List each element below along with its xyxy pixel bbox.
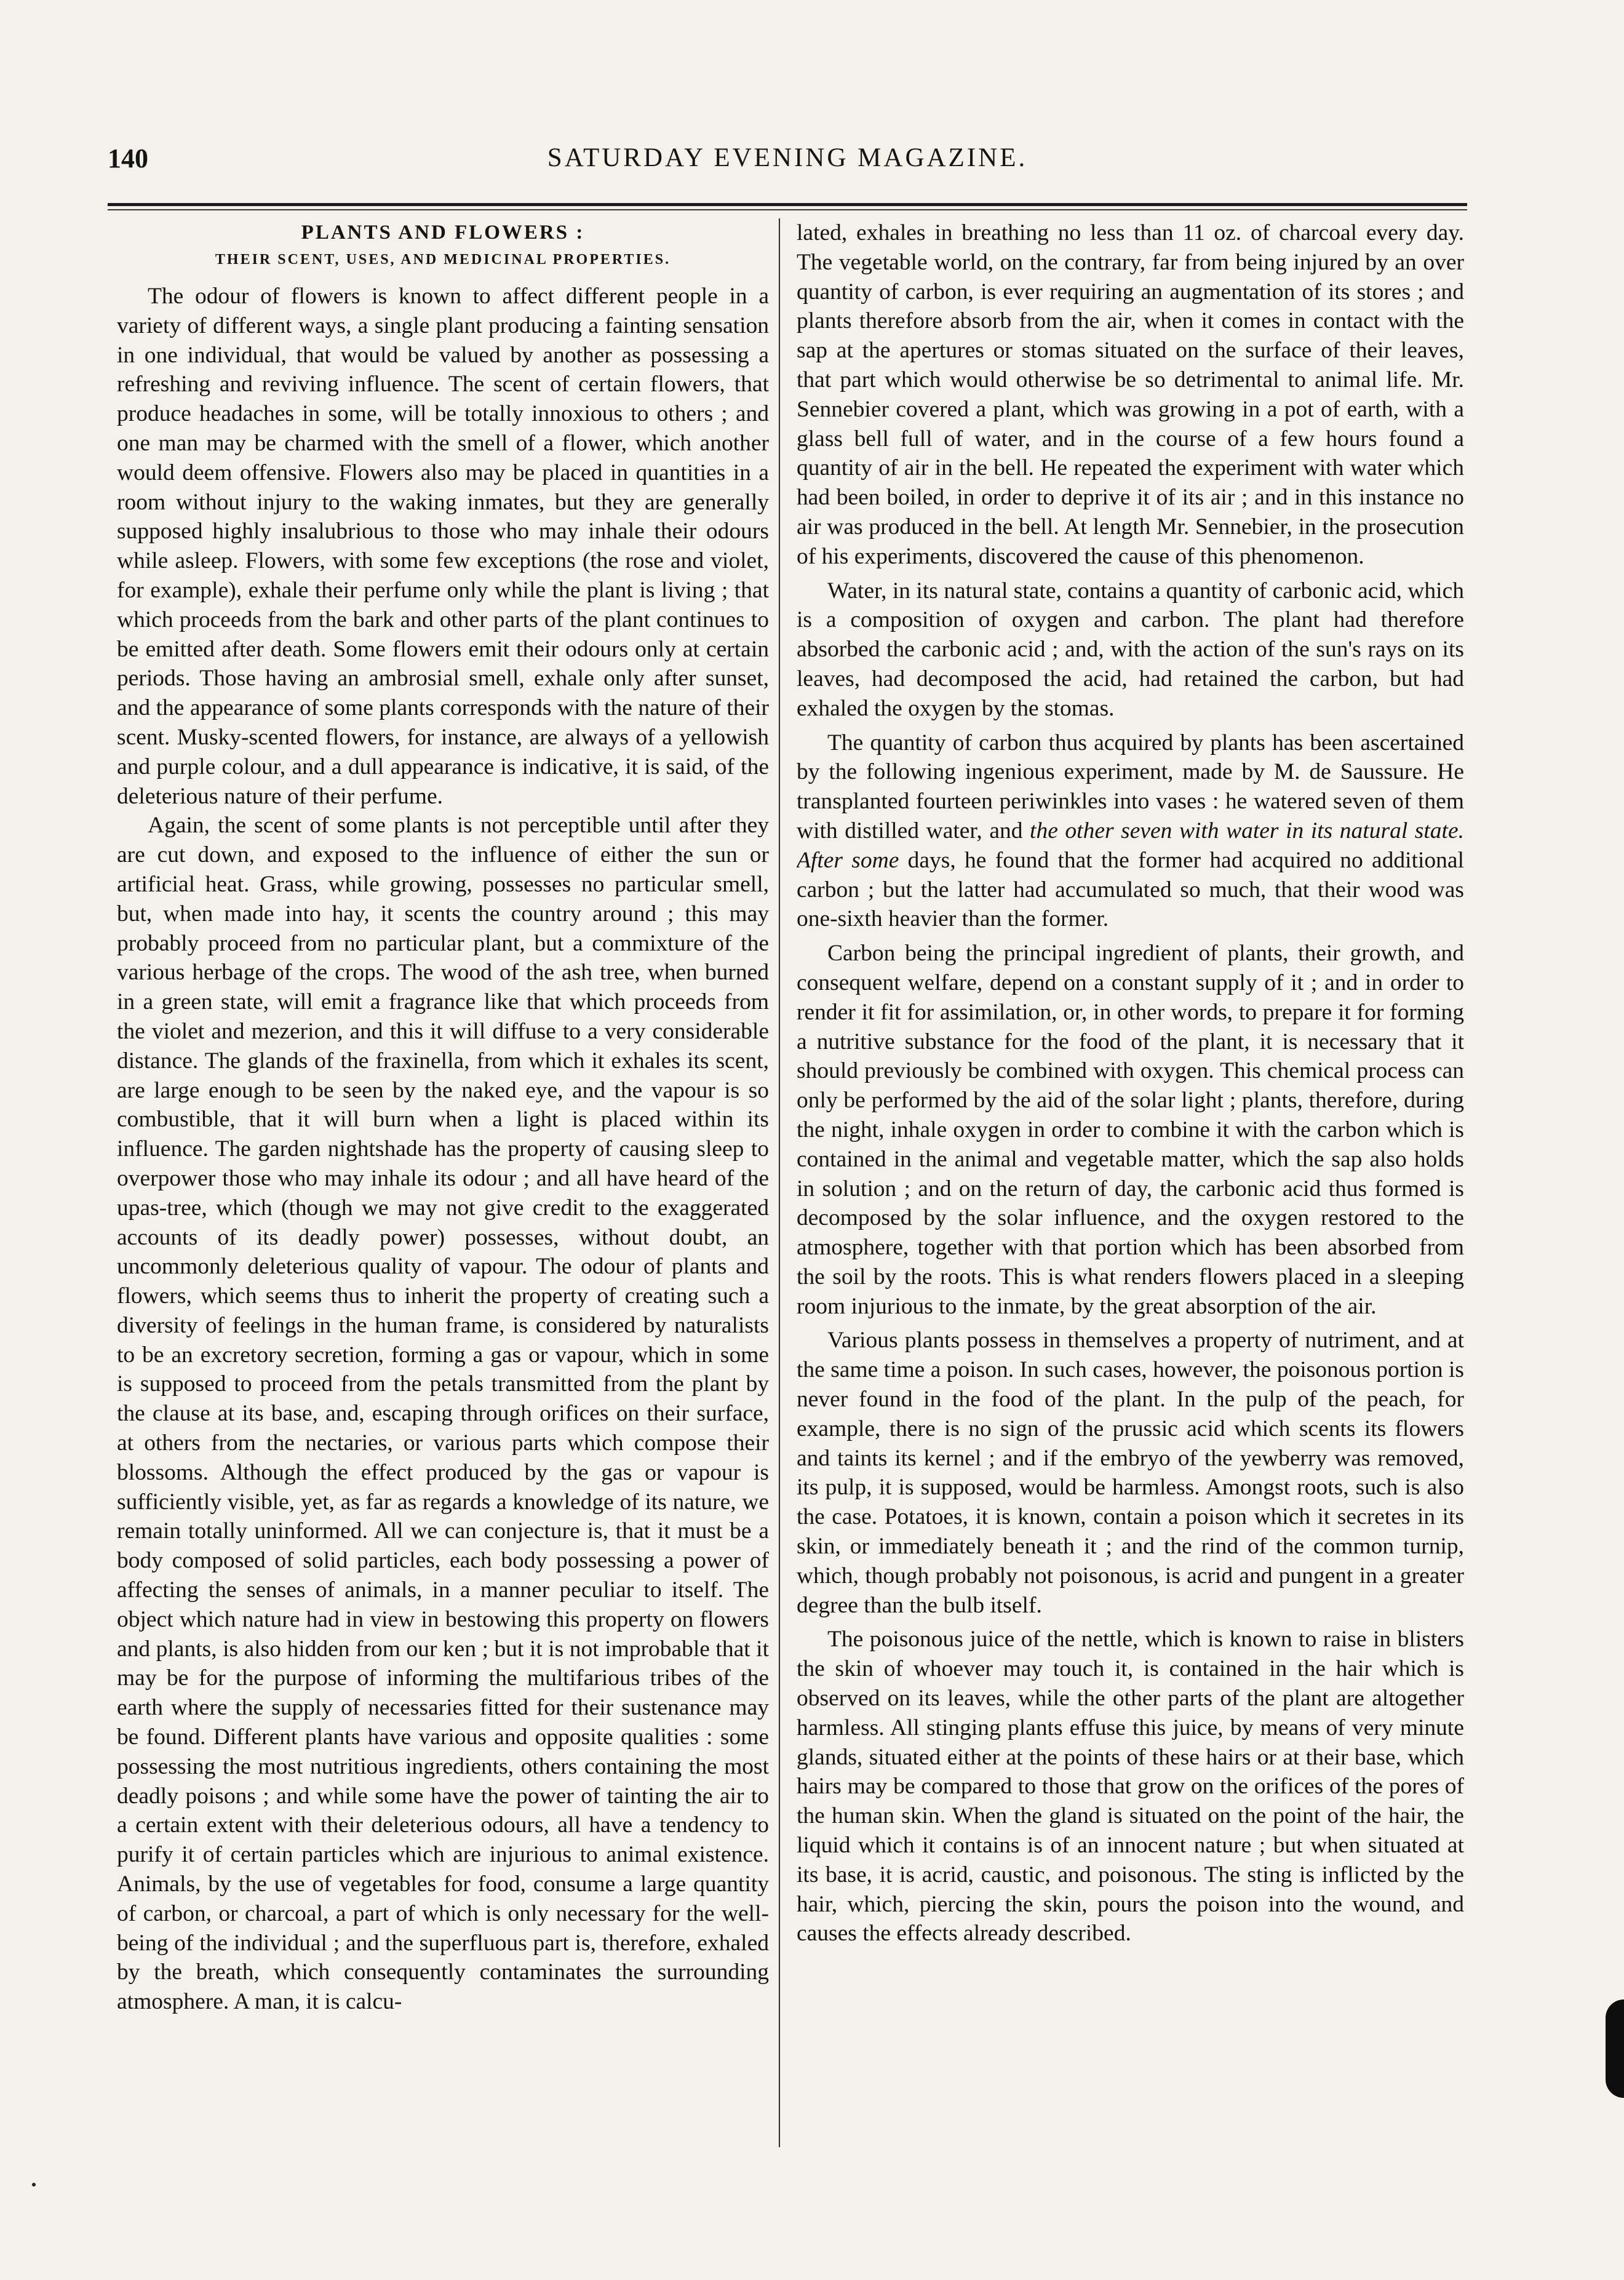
page-number: 140 <box>108 143 148 173</box>
left-column <box>117 218 769 2199</box>
paragraph-text: days, he found that the former had acquired no additional carbon ; but the latter had accumulated so much, that their wood was one-sixth heavier than the former. <box>797 847 1464 932</box>
page-header <box>108 143 1467 186</box>
paragraph: Water, in its natural state, contains a quantity of carbonic acid, which is a composition of oxygen and carbon. The plant had therefore absorbed the carbonic acid ; and, with the action of the sun's rays on its leaves, had decomposed the acid, had retained the carbon, but had exhaled the oxygen by the stomas. <box>797 578 1464 721</box>
paragraph: Various plants possess in themselves a property of nutriment, and at the same time a poison. In such cases, however, the poisonous portion is never found in the food of the plant. In the pulp of the peach, for example, there is no sign of the prussic acid which scents its flowers and taints its kernel ; and if the embryo of the yewberry was removed, its pulp, it is supposed, would be harmless. Amongst roots, such is also the case. Potatoes, it is known, contain a poison which it secretes in its skin, or immediately beneath it ; and the rind of the common turnip, which, though probably not poisonous, is acrid and pungent in a greater degree than the bulb itself. <box>797 1328 1464 1618</box>
paragraph: The odour of flowers is known to affect different people in a variety of different ways, a single plant producing a fainting sensation in one individual, that would be valued by another as possessing a refreshing and reviving influence. The scent of certain flowers, that produce headaches in some, will be totally innoxious to others ; and one man may be charmed with the smell of a flower, which another would deem offensive. Flowers also may be placed in quantities in a room without injury to the waking inmates, but they are generally supposed highly insalubrious to those who may inhale their odours while asleep. Flowers, with some few exceptions (the rose and violet, for example), exhale their perfume only while the plant is living ; that which proceeds from the bark and other parts of the plant continues to be emitted after death. Some flowers emit their odours only at certain periods. Those having an ambrosial smell, exhale only after sunset, and the appearance of some plants corresponds with the nature of their scent. Musky-scented flowers, for instance, are always of a yellowish and purple colour, and a dull appearance is indicative, it is said, of the deleterious nature of their perfume. <box>117 284 769 809</box>
header-rule <box>108 203 1467 206</box>
paragraph <box>797 728 1464 935</box>
article-title: PLANTS AND FLOWERS : <box>301 221 585 244</box>
header-rule-thin <box>108 209 1467 210</box>
running-title: SATURDAY EVENING MAGAZINE. <box>547 143 1028 172</box>
paragraph: lated, exhales in breathing no less than 11 oz. of charcoal every day. The vegetable world, on the contrary, far from being injured by an over quantity of carbon, is ever requiring an augmentation of its stores ; and plants therefore absorb from the air, when it comes in contact with the sap at the apertures or stomas situated on the surface of their leaves, that part which would otherwise be so detrimental to animal life. Mr. Sennebier covered a plant, which was growing in a pot of earth, with a glass bell full of water, and in the course of a few hours found a quantity of air in the bell. He repeated the experiment with water which had been boiled, in order to deprive it of its air ; and in this instance no air was produced in the bell. At length Mr. Sennebier, in the prosecution of his experiments, discovered the cause of this phenomenon. <box>797 220 1464 569</box>
paragraph: Carbon being the principal ingredient of plants, their growth, and consequent welfare, depend on a constant supply of it ; and in order to render it fit for assimilation, or, in other words, to prepare it for forming a nutritive substance for the food of the plant, it is necessary that it should previously be combined with oxygen. This chemical process can only be performed by the aid of the solar light ; plants, therefore, during the night, inhale oxygen in order to combine it with the carbon which is contained in the animal and vegetable matter, which the sap also holds in solution ; and on the return of day, the carbonic acid thus formed is decomposed by the solar influence, and the oxygen restored to the atmosphere, together with that portion which has been absorbed from the soil by the roots. This is what renders flowers placed in a sleeping room injurious to the inmate, by the great absorption of the air. <box>797 941 1464 1319</box>
paragraph-text: The quantity of carbon thus acquired by plants has been ascertained by the following ingenious experiment, made by M. de Saussure. He transplanted fourteen periwinkles into vases : he watered seven of them with distilled water, and <box>797 730 1464 843</box>
article-subtitle: THEIR SCENT, USES, AND MEDICINAL PROPERTIES. <box>215 252 671 268</box>
paragraph: The poisonous juice of the nettle, which is known to raise in blisters the skin of whoever may touch it, is contained in the hair which is observed on its leaves, while the other parts of the plant are altogether harmless. All stinging plants effuse this juice, by means of very minute glands, situated either at the points of these hairs or at their base, which hairs may be compared to those that grow on the orifices of the pores of the human skin. When the gland is situated on the point of the hair, the liquid which it contains is of an innocent nature ; but when situated at its base, it is acrid, caustic, and poisonous. The sting is inflicted by the hair, which, piercing the skin, pours the poison into the wound, and causes the effects already described. <box>797 1627 1464 1947</box>
paragraph: Again, the scent of some plants is not perceptible until after they are cut down, and exposed to the influence of either the sun or artificial heat. Grass, while growing, possesses no particular smell, but, when made into hay, it scents the country around ; this may probably proceed from no particular plant, but a commixture of the various herbage of the crops. The wood of the ash tree, when burned in a green state, will emit a fragrance like that which proceeds from the violet and mezerion, and this it will diffuse to a very considerable distance. The glands of the fraxinella, from which it exhales its scent, are large enough to be seen by the naked eye, and the vapour is so combustible, that it will burn when a light is placed within its influence. The garden nightshade has the property of causing sleep to overpower those who may inhale its odour ; and all have heard of the upas-tree, which (though we may not give credit to the exaggerated accounts of its deadly power) possesses, without doubt, an uncommonly deleterious quality of vapour. The odour of plants and flowers, which seems thus to inherit the property of creating such a diversity of feelings in the human frame, is considered by naturalists to be an excretory secretion, forming a gas or vapour, which in some is supposed to proceed from the petals transmitted from the plant by the clause at its base, and, escaping through orifices on their surface, at others from the nectaries, or various parts which compose their blossoms. Although the effect produced by the gas or vapour is sufficiently visible, yet, as far as regards a knowledge of its nature, we remain totally uninformed. All we can conjecture is, that it must be a body composed of solid particles, each body possessing a power of affecting the senses of animals, in a manner peculiar to itself. The object which nature had in view in bestowing this property on flowers and plants, is also hidden from our ken ; but it is not improbable that it may be for the purpose of informing the multifarious tribes of the earth where the supply of necessaries fitted for their sustenance may be found. Different plants have various and opposite qualities : some possessing the most nutritious ingredients, others containing the most deadly poisons ; and while some have the power of tainting the air to a certain extent with their deleterious odours, all have a tendency to purify it of certain particles which are injurious to animal existence. Animals, by the use of vegetables for food, consume a large quantity of carbon, or charcoal, a part of which is only necessary for the well-being of the individual ; and the superfluous part is, therefore, exhaled by the breath, which consequently contaminates the surrounding atmosphere. A man, it is calcu- <box>117 813 769 2015</box>
ink-blot <box>1606 1999 1624 2098</box>
right-column <box>797 218 1464 2199</box>
italic-text: the other seven with water in its natural state. After some <box>797 818 1464 873</box>
column-divider <box>779 218 780 2147</box>
ink-dot <box>32 2183 36 2186</box>
